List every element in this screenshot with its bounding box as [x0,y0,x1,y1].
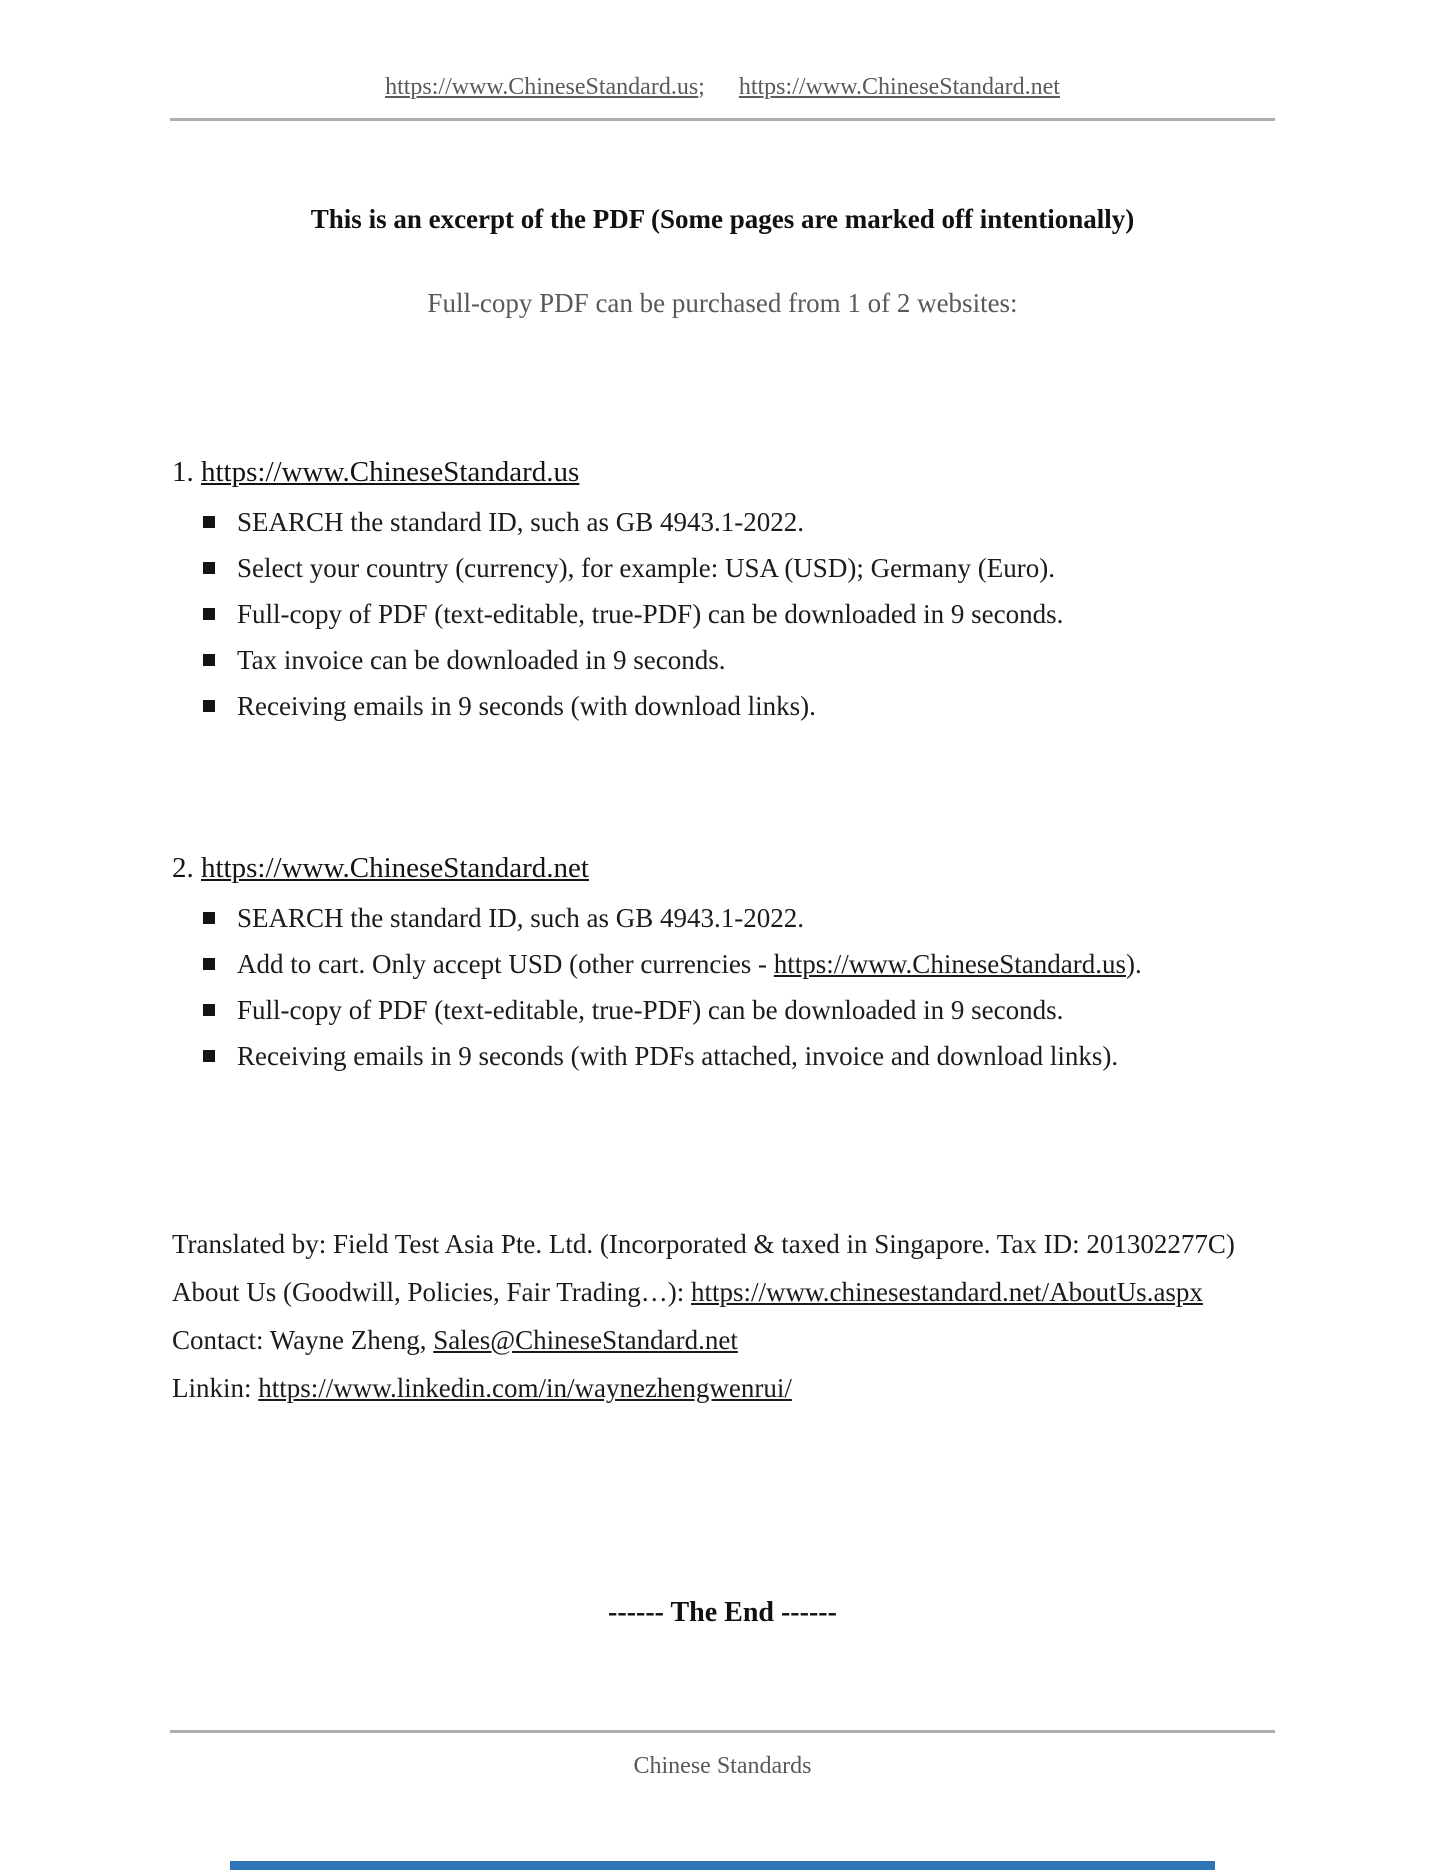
bullet-square-icon [203,1050,215,1062]
bullet-item [172,950,1257,978]
bullet-item [172,508,1257,536]
bullet-square-icon [203,516,215,528]
contact-line-about-us [172,1268,1282,1316]
section-1-bullet-list [172,508,1445,720]
page-footer [170,1730,1275,1780]
bullet-square-icon [203,700,215,712]
page-subtitle: Full-copy PDF can be purchased from 1 of 2 websites: [427,288,1018,318]
contact-line-linkedin [172,1364,1282,1412]
header-link-us-suffix: ; [698,74,705,100]
bullet-text: Receiving emails in 9 seconds (with PDFs attached, invoice and download links). [237,1041,1119,1071]
bullet-square-icon [203,912,215,924]
contact-text: About Us (Goodwill, Policies, Fair Trading…): [172,1277,692,1307]
inline-link[interactable]: https://www.ChineseStandard.us [773,949,1127,979]
contact-text: Linkin: [172,1373,259,1403]
about-us-link[interactable]: https://www.chinesestandard.net/AboutUs.aspx [691,1277,1203,1307]
bullet-text-post: ). [1126,949,1142,979]
bullet-text: Receiving emails in 9 seconds (with download links). [237,691,816,721]
bullet-square-icon [203,654,215,666]
bullet-square-icon [203,608,215,620]
footer-label: Chinese Standards [633,1753,812,1779]
bullet-text: Add to cart. Only accept USD (other currencies - [237,949,774,979]
bullet-text: Tax invoice can be downloaded in 9 seconds. [237,645,726,675]
section-1-number: 1. [172,456,201,488]
section-2-link[interactable]: https://www.ChineseStandard.net [201,852,589,884]
header-link-group [385,74,705,100]
contact-line-translated-by [172,1220,1282,1268]
end-marker: ------ The End ------ [608,1597,837,1628]
section-2-number: 2. [172,852,201,884]
section-2-bullet-list [172,904,1445,1070]
bullet-item [172,646,1257,674]
bullet-text: SEARCH the standard ID, such as GB 4943.1-2022. [237,903,804,933]
bullet-item [172,692,1257,720]
section-2-heading [172,850,1445,886]
bullet-square-icon [203,958,215,970]
bullet-text: Full-copy of PDF (text-editable, true-PDF) can be downloaded in 9 seconds. [237,995,1064,1025]
section-1-heading [172,454,1445,490]
bullet-text: SEARCH the standard ID, such as GB 4943.1-2022. [237,507,804,537]
bullet-square-icon [203,1004,215,1016]
bottom-accent-bar [230,1861,1215,1870]
bullet-item [172,600,1257,628]
header-link-us[interactable]: https://www.ChineseStandard.us [385,74,699,100]
header-rule [170,118,1275,121]
contact-text: Contact: Wayne Zheng, [172,1325,434,1355]
section-1-link[interactable]: https://www.ChineseStandard.us [201,456,580,488]
page-header [0,0,1445,102]
bullet-item [172,996,1257,1024]
contact-text: Translated by: Field Test Asia Pte. Ltd. (Incorporated & taxed in Singapore. Tax ID: 201302277C) [172,1229,1235,1259]
bullet-text: Full-copy of PDF (text-editable, true-PDF) can be downloaded in 9 seconds. [237,599,1064,629]
bullet-item [172,1042,1257,1070]
contact-line-contact [172,1316,1282,1364]
contact-block [172,1220,1282,1412]
bullet-square-icon [203,562,215,574]
bullet-item [172,904,1257,932]
page-title: This is an excerpt of the PDF (Some pages are marked off intentionally) [310,204,1135,234]
sales-email-link[interactable]: Sales@ChineseStandard.net [433,1325,738,1355]
linkedin-link[interactable]: https://www.linkedin.com/in/waynezhengwenrui/ [258,1373,792,1403]
header-link-group [739,74,1060,100]
header-link-net[interactable]: https://www.ChineseStandard.net [738,74,1060,100]
bullet-text: Select your country (currency), for example: USA (USD); Germany (Euro). [237,553,1055,583]
bullet-item [172,554,1257,582]
